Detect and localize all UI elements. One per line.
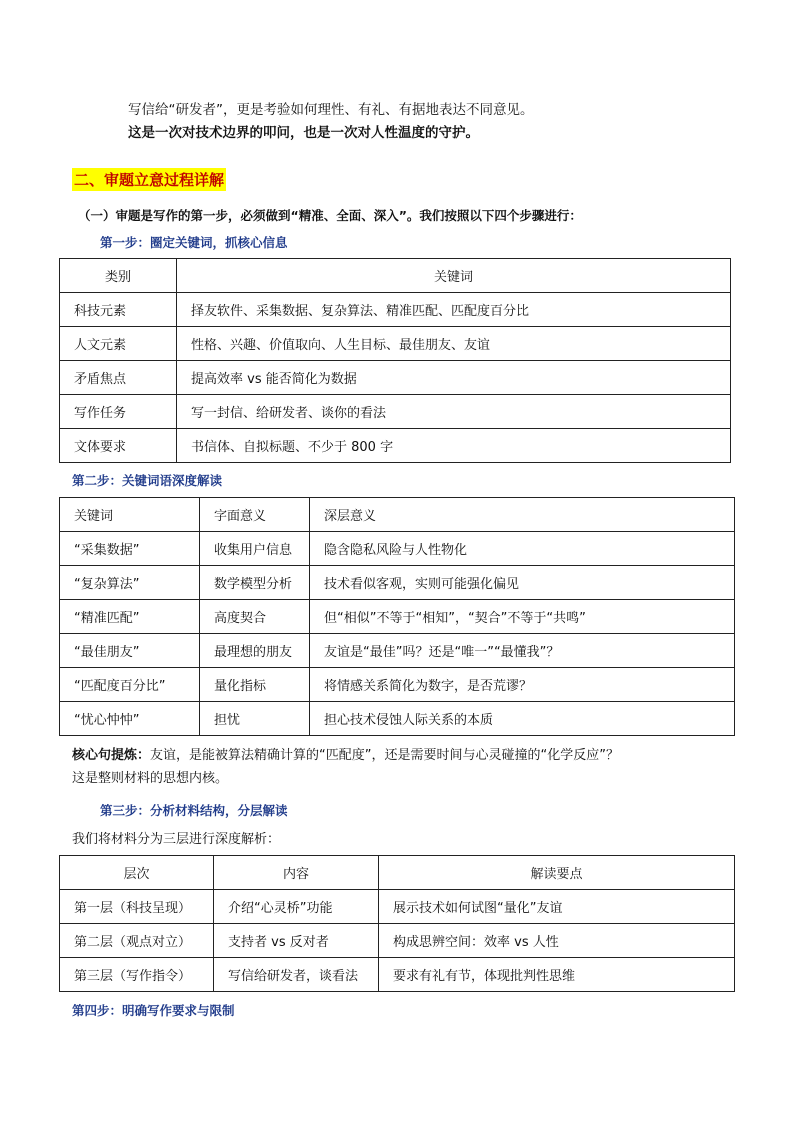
keyword-cell: “最佳朋友” bbox=[60, 634, 200, 668]
keyword-cell: “精准匹配” bbox=[60, 600, 200, 634]
subsection-heading: （一）审题是写作的第一步，必须做到“精准、全面、深入”。我们按照以下四个步骤进行： bbox=[78, 208, 582, 223]
core-conclusion: 这是整则材料的思想内核。 bbox=[72, 771, 229, 786]
header-key-points: 解读要点 bbox=[379, 856, 735, 890]
key-point-cell: 展示技术如何试图“量化”友谊 bbox=[379, 890, 735, 924]
table-header-row bbox=[60, 856, 735, 890]
table-row bbox=[60, 429, 731, 463]
deep-cell: 隐含隐私风险与人性物化 bbox=[310, 532, 735, 566]
deep-cell: 技术看似客观，实则可能强化偏见 bbox=[310, 566, 735, 600]
table-row bbox=[60, 600, 735, 634]
core-sentence bbox=[72, 744, 619, 763]
step2-title: 第二步：关键词语深度解读 bbox=[72, 473, 223, 488]
deep-cell: 担心技术侵蚀人际关系的本质 bbox=[310, 702, 735, 736]
literal-cell: 数学模型分析 bbox=[200, 566, 310, 600]
keyword-cell: “复杂算法” bbox=[60, 566, 200, 600]
core-label: 核心句提炼： bbox=[72, 748, 151, 763]
keyword-cell: “采集数据” bbox=[60, 532, 200, 566]
literal-cell: 高度契合 bbox=[200, 600, 310, 634]
header-keywords: 关键词 bbox=[177, 259, 731, 293]
intro-line-2: 这是一次对技术边界的叩问，也是一次对人性温度的守护。 bbox=[128, 125, 479, 141]
key-point-cell: 要求有礼有节，体现批判性思维 bbox=[379, 958, 735, 992]
literal-cell: 担忧 bbox=[200, 702, 310, 736]
category-cell: 文体要求 bbox=[60, 429, 177, 463]
header-content: 内容 bbox=[214, 856, 379, 890]
content-cell: 支持者 vs 反对者 bbox=[214, 924, 379, 958]
header-level: 层次 bbox=[60, 856, 214, 890]
keyword-cell: “匹配度百分比” bbox=[60, 668, 200, 702]
category-cell: 人文元素 bbox=[60, 327, 177, 361]
category-cell: 矛盾焦点 bbox=[60, 361, 177, 395]
table-row bbox=[60, 327, 731, 361]
table-row bbox=[60, 361, 731, 395]
table-header-row bbox=[60, 259, 731, 293]
keywords-cell: 性格、兴趣、价值取向、人生目标、最佳朋友、友谊 bbox=[177, 327, 731, 361]
level-cell: 第三层（写作指令） bbox=[60, 958, 214, 992]
keywords-cell: 提高效率 vs 能否简化为数据 bbox=[177, 361, 731, 395]
header-deep-meaning: 深层意义 bbox=[310, 498, 735, 532]
step4-title: 第四步：明确写作要求与限制 bbox=[72, 1003, 235, 1018]
category-cell: 写作任务 bbox=[60, 395, 177, 429]
table-row bbox=[60, 924, 735, 958]
keywords-cell: 择友软件、采集数据、复杂算法、精准匹配、匹配度百分比 bbox=[177, 293, 731, 327]
table-row bbox=[60, 293, 731, 327]
literal-cell: 最理想的朋友 bbox=[200, 634, 310, 668]
deep-cell: 但“相似”不等于“相知”，“契合”不等于“共鸣” bbox=[310, 600, 735, 634]
intro-line-1: 写信给“研发者”，更是考验如何理性、有礼、有据地表达不同意见。 bbox=[128, 102, 534, 118]
section-title: 二、审题立意过程详解 bbox=[72, 168, 226, 191]
deep-cell: 友谊是“最佳”吗？还是“唯一”“最懂我”？ bbox=[310, 634, 735, 668]
header-category: 类别 bbox=[60, 259, 177, 293]
table-row bbox=[60, 668, 735, 702]
table-row bbox=[60, 532, 735, 566]
keyword-interpretation-table bbox=[59, 497, 735, 736]
keywords-cell: 书信体、自拟标题、不少于 800 字 bbox=[177, 429, 731, 463]
structure-table bbox=[59, 855, 735, 992]
table-row bbox=[60, 634, 735, 668]
literal-cell: 量化指标 bbox=[200, 668, 310, 702]
step3-title: 第三步：分析材料结构，分层解读 bbox=[100, 803, 288, 818]
core-text: 友谊，是能被算法精确计算的“匹配度”，还是需要时间与心灵碰撞的“化学反应”？ bbox=[150, 748, 619, 763]
content-cell: 写信给研发者，谈看法 bbox=[214, 958, 379, 992]
table-row bbox=[60, 702, 735, 736]
keyword-table bbox=[59, 258, 731, 463]
key-point-cell: 构成思辨空间：效率 vs 人性 bbox=[379, 924, 735, 958]
header-keyword: 关键词 bbox=[60, 498, 200, 532]
table-row bbox=[60, 395, 731, 429]
level-cell: 第二层（观点对立） bbox=[60, 924, 214, 958]
table-row bbox=[60, 958, 735, 992]
keywords-cell: 写一封信、给研发者、谈你的看法 bbox=[177, 395, 731, 429]
step1-title: 第一步：圈定关键词，抓核心信息 bbox=[100, 235, 288, 250]
content-cell: 介绍“心灵桥”功能 bbox=[214, 890, 379, 924]
level-cell: 第一层（科技呈现） bbox=[60, 890, 214, 924]
category-cell: 科技元素 bbox=[60, 293, 177, 327]
table-row bbox=[60, 890, 735, 924]
header-literal-meaning: 字面意义 bbox=[200, 498, 310, 532]
keyword-cell: “忧心忡忡” bbox=[60, 702, 200, 736]
table-header-row bbox=[60, 498, 735, 532]
step3-intro: 我们将材料分为三层进行深度解析： bbox=[72, 832, 281, 847]
literal-cell: 收集用户信息 bbox=[200, 532, 310, 566]
table-row bbox=[60, 566, 735, 600]
deep-cell: 将情感关系简化为数字，是否荒谬？ bbox=[310, 668, 735, 702]
